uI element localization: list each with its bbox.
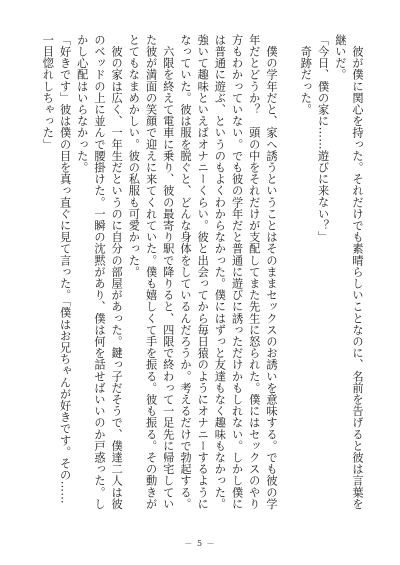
text-line: 一目惚れしちゃった」 <box>41 34 55 150</box>
text-line: 方もわかっていない。でも彼の学年だと普通に遊びに誘っただけかもしれない。しかし僕に <box>230 34 244 510</box>
text-line: 「好きです」彼は僕の目を真っ直ぐに見て言った。「僕はお兄ちゃんが好きです。その…… <box>58 34 72 504</box>
text-line: 彼の家は広く、一年生だというのに自分の部屋があった。鍵っ子だそうで、僕達二人は彼 <box>110 34 124 510</box>
text-line: とてもなまめかしい。彼の私服も可愛かった。 <box>127 34 141 278</box>
text-line: 僕の学年だと、家へ誘うということはそのままセックスのお誘いを意味する。でも彼の学 <box>264 34 278 510</box>
text-line: かし心配はいらなかった。 <box>75 34 89 174</box>
text-line: 六限を終えて電車に乗り、彼の最寄り駅で降りると、四限で終わって一足先に帰宅してい <box>161 34 175 510</box>
text-line: 「今日、僕の家に……遊びに来ない？」 <box>316 34 330 243</box>
text-line: た彼が満面の笑顔で迎えに来てくれていた。僕も嬉しくて手を振る。彼も振る。その動きが <box>144 34 158 510</box>
text-line: 彼が僕に関心を持った。それだけでも素晴らしいことなのに、名前を告げると彼は言葉を <box>351 34 364 510</box>
vertical-text-block <box>30 34 366 526</box>
text-line: 強いて趣味といえばオナニーくらい。彼と出会ってから毎日猿のようにオナニーするように <box>196 34 210 510</box>
blank-line <box>280 34 297 526</box>
text-line: のベッドの上に並んで腰掛けた。一瞬の沈黙があり、僕は何を話せばいいのか戸惑った。し <box>92 34 106 510</box>
page-number: － 5 － <box>184 539 216 548</box>
text-line: 継いだ。 <box>333 34 347 81</box>
text-line: 奇跡だった。 <box>299 34 313 116</box>
text-line: なっていた。彼は服を脱ぐと、どんな身体をしているんだろうか。考えるだけで勃起する。 <box>178 34 192 510</box>
text-line: 年だとどうか？ 頭の中をそれだけが支配してまた先生に怒られた。僕にはセックスのやり <box>247 34 261 510</box>
text-line: は普通に遊ぶ、というのもよくわからなかった。僕にはずっと友達もなく趣味もなかった。 <box>213 34 227 510</box>
